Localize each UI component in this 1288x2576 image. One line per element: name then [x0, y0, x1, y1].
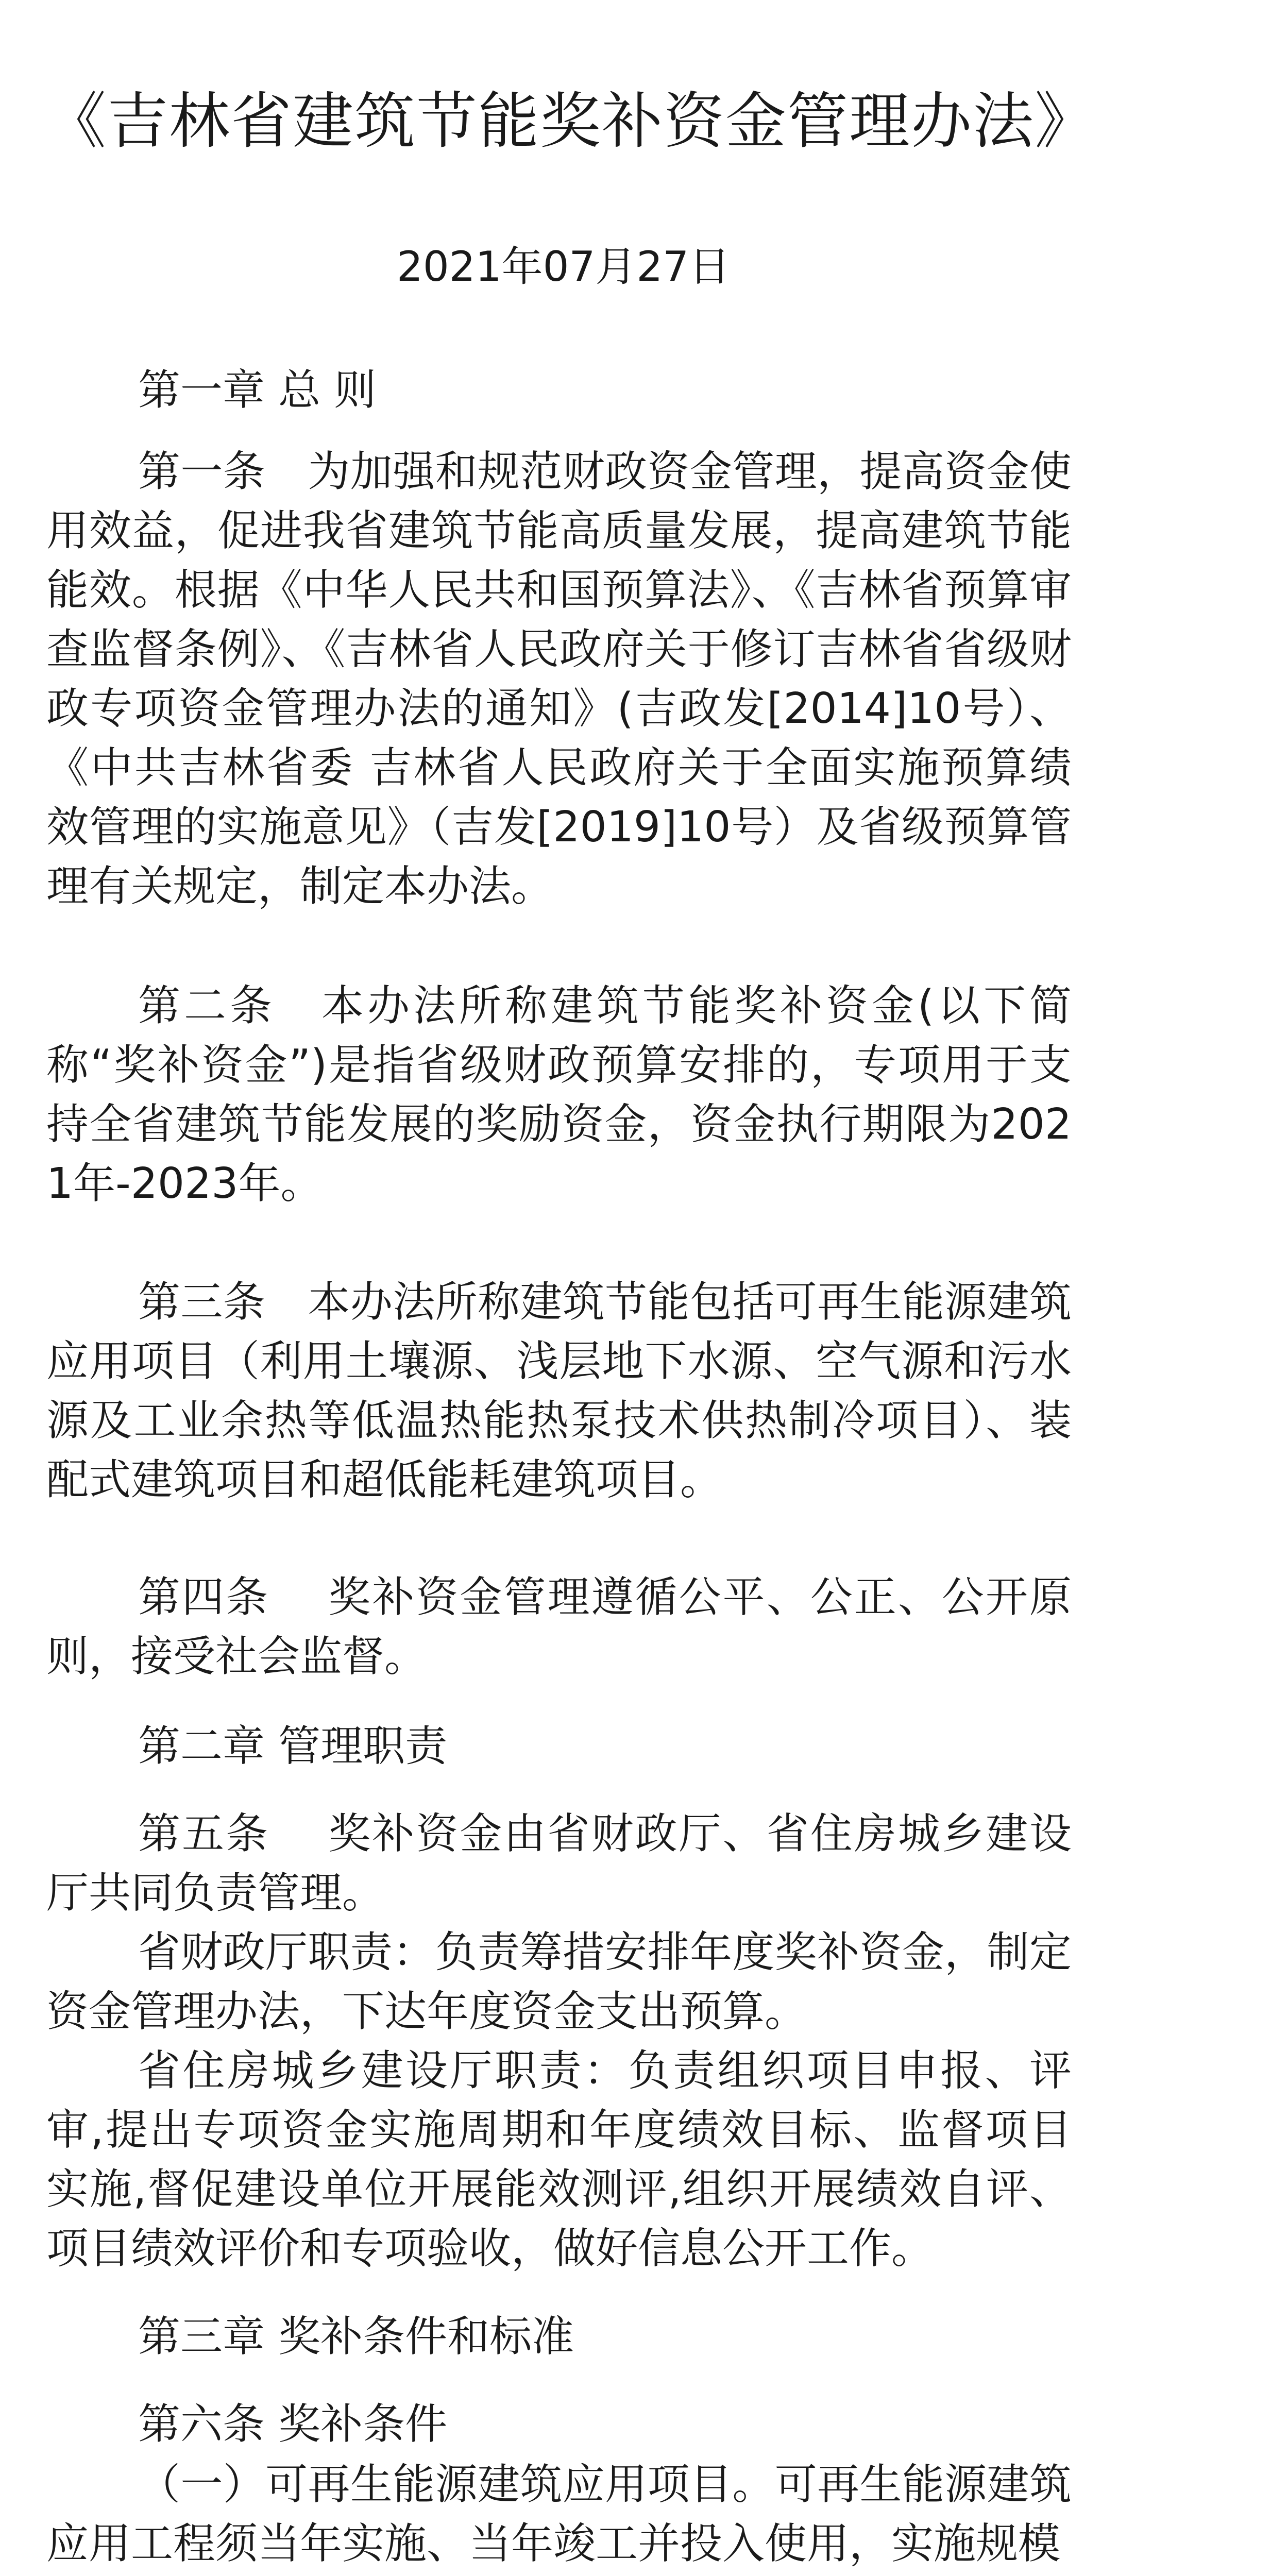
- article-3-paragraph: 第三条 本办法所称建筑节能包括可再生能源建筑应用项目（利用土壤源、浅层地下水源、空气源和污水源及工业余热等低温热能热泵技术供热制冷项目）、装配式建筑项目和超低能耗建筑项目。: [46, 1278, 1072, 1504]
- document-title: 《吉林省建筑节能奖补资金管理办法》: [45, 86, 1097, 157]
- chapter-3-heading: 第三章 奖补条件和标准: [138, 2312, 574, 2361]
- article-5-paragraph: 第五条 奖补资金由省财政厅、省住房城乡建设厅共同负责管理。: [46, 1809, 1072, 1918]
- chapter-1-heading: 第一章 总 则: [138, 366, 377, 415]
- article-1-paragraph: 第一条 为加强和规范财政资金管理，提高资金使用效益，促进我省建筑节能高质量发展，提高建筑节能能效。根据《中华人民共和国预算法》、《吉林省预算审查监督条例》、《吉林省人民政府关于修订吉林省省级财政专项资金管理办法的通知》(吉政发[2014]10号）、《中共吉林省委 吉林省人民政府关于全面实施预算绩效管理的实施意见》（吉发[2019]10号）及省级预算管理有关规定，制定本办法。: [46, 447, 1072, 911]
- chapter-2-heading: 第二章 管理职责: [138, 1722, 448, 1771]
- housing-department-duty: 省住房城乡建设厅职责：负责组织项目申报、评审,提出专项资金实施周期和年度绩效目标、监督项目实施,督促建设单位开展能效测评,组织开展绩效自评、项目绩效评价和专项验收，做好信息公开工作。: [46, 2046, 1072, 2273]
- article-2-paragraph: 第二条 本办法所称建筑节能奖补资金(以下简称“奖补资金”)是指省级财政预算安排的，专项用于支持全省建筑节能发展的奖励资金，资金执行期限为2021年-2023年。: [46, 981, 1072, 1208]
- article-6-heading: 第六条 奖补条件: [138, 2400, 448, 2449]
- article-4-paragraph: 第四条 奖补资金管理遵循公平、公正、公开原则，接受社会监督。: [46, 1573, 1072, 1681]
- publish-date: 2021年07月27日: [397, 243, 731, 291]
- article-6-item-1: （一）可再生能源建筑应用项目。可再生能源建筑应用工程须当年实施、当年竣工并投入使用，实施规模: [46, 2460, 1072, 2568]
- finance-department-duty: 省财政厅职责：负责筹措安排年度奖补资金，制定资金管理办法，下达年度资金支出预算。: [46, 1928, 1072, 2036]
